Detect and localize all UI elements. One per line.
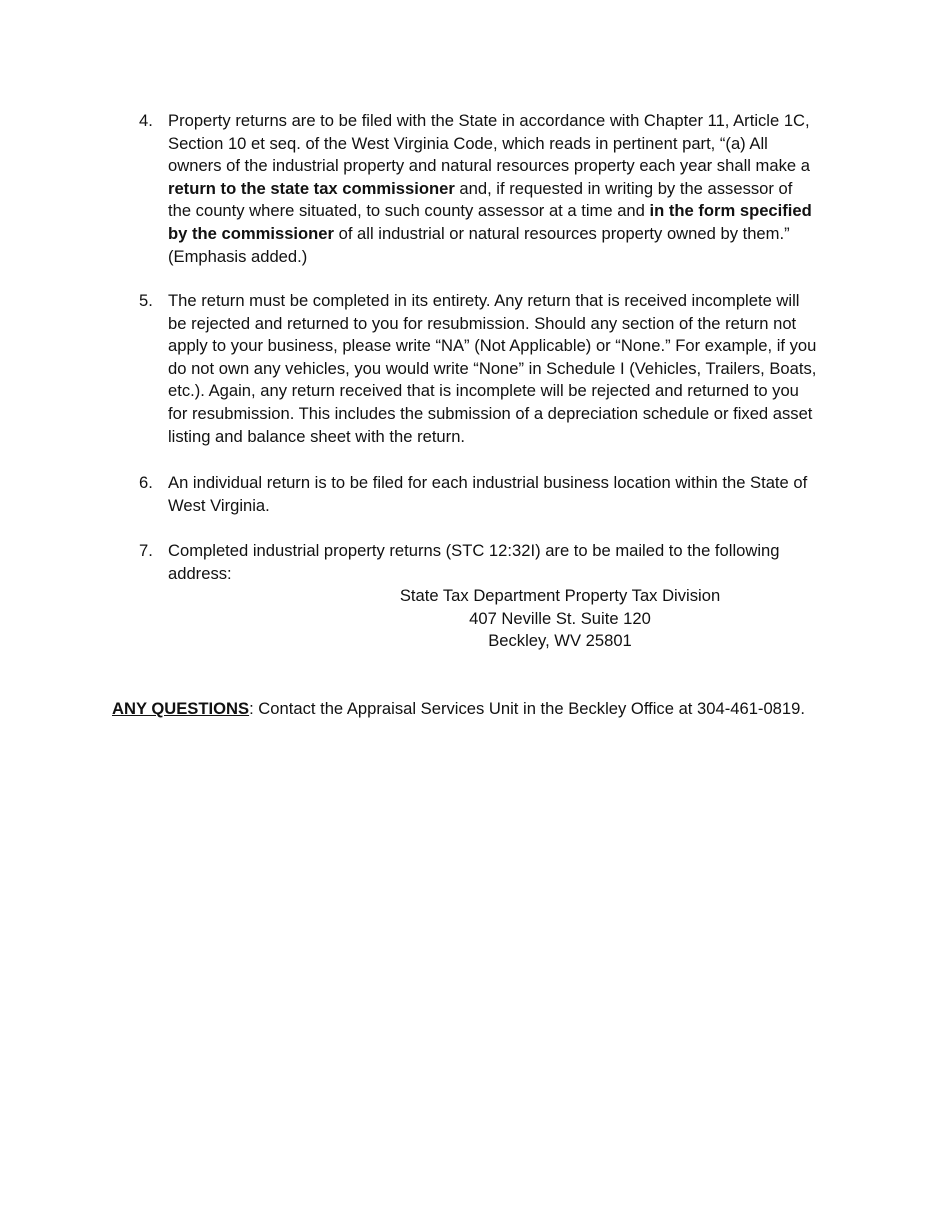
text-line — [168, 223, 848, 246]
item-text — [168, 540, 848, 585]
text-run: The return must be completed in its entirety. Any return that is received incomplete will — [168, 291, 800, 310]
text-line — [168, 110, 848, 133]
text-run: and, if requested in writing by the assessor of — [454, 178, 793, 198]
mailing-address — [380, 585, 740, 653]
questions-label: ANY QUESTIONS — [112, 699, 250, 718]
address-line-3: Beckley, WV 25801 — [488, 631, 632, 651]
text-line — [168, 246, 848, 269]
text-line — [168, 403, 848, 426]
item-number: 5. — [139, 291, 153, 310]
text-line — [168, 335, 848, 358]
text-run: for resubmission. This includes the submission of a depreciation schedule or fixed asset — [168, 403, 813, 423]
text-line — [168, 290, 848, 313]
text-line — [168, 472, 848, 495]
text-line — [168, 380, 848, 403]
text-run: be rejected and returned to you for resubmission. Should any section of the return not — [168, 313, 797, 333]
emphasis-text: by the commissioner — [168, 223, 334, 243]
text-run: the county where situated, to such county assessor at a time and — [168, 201, 650, 221]
text-run: West Virginia. — [168, 495, 270, 515]
text-run: address: — [168, 563, 232, 583]
text-line — [168, 133, 848, 156]
text-run: Section 10 et seq. of the West Virginia Code, which reads in pertinent part, “(a) All — [168, 133, 768, 153]
text-line — [168, 313, 848, 336]
item-text — [168, 290, 848, 448]
address-line-2: 407 Neville St. Suite 120 — [469, 608, 651, 628]
text-run: etc.). Again, any return received that is incomplete will be rejected and returned to you — [168, 381, 799, 401]
emphasis-text: in the form specified — [649, 201, 812, 221]
text-run: An individual return is to be filed for each industrial business location within the State of — [168, 473, 808, 492]
text-line — [168, 358, 848, 381]
text-line — [168, 155, 848, 178]
text-run: apply to your business, please write “NA” (Not Applicable) or “None.” For example, if you — [168, 336, 817, 356]
text-run: listing and balance sheet with the return. — [168, 426, 466, 446]
item-number: 4. — [139, 111, 153, 130]
text-line — [168, 563, 848, 586]
item-number: 6. — [139, 473, 153, 492]
text-run: of all industrial or natural resources property owned by them.” — [334, 223, 790, 243]
text-line — [168, 426, 848, 449]
text-line — [168, 540, 848, 563]
text-run: (Emphasis added.) — [168, 246, 308, 266]
text-line — [168, 495, 848, 518]
item-number: 7. — [139, 541, 153, 560]
item-text — [168, 110, 848, 268]
text-run: do not own any vehicles, you would write “None” in Schedule I (Vehicles, Trailers, Boats, — [168, 358, 817, 378]
text-run: Property returns are to be filed with the State in accordance with Chapter 11, Article 1C, — [168, 111, 810, 130]
questions-text: : Contact the Appraisal Services Unit in the Beckley Office at 304-461-0819. — [249, 699, 805, 718]
emphasis-text: return to the state tax commissioner — [168, 178, 455, 198]
text-line — [168, 200, 848, 223]
text-line — [168, 178, 848, 201]
text-run: owners of the industrial property and natural resources property each year shall make a — [168, 156, 810, 176]
text-run: Completed industrial property returns (STC 12:32I) are to be mailed to the following — [168, 541, 780, 560]
questions-contact — [112, 698, 805, 721]
item-text — [168, 472, 848, 517]
address-line-1: State Tax Department Property Tax Division — [399, 586, 721, 605]
